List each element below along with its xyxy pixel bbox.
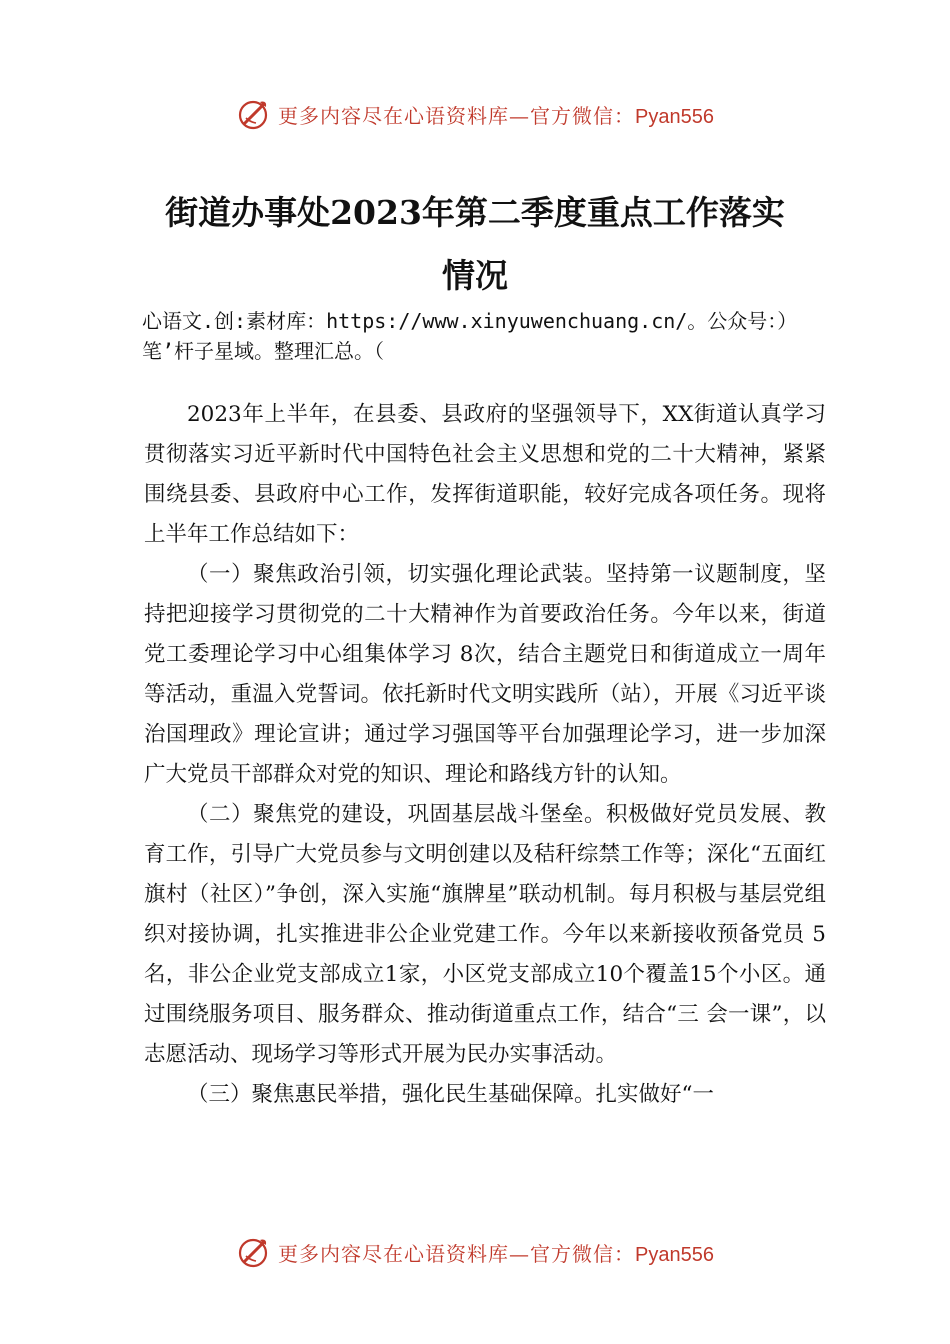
document-body: [144, 395, 826, 1115]
document-title-line1: 街道办事处2023年第二季度重点工作落实: [165, 193, 785, 232]
watermark-text: 更多内容尽在心语资料库—官方微信：Pyan556: [278, 1241, 714, 1266]
brush-pen-logo-icon: [236, 96, 272, 132]
source-note: 心语文.创:素材库：https://www.xinyuwenchuang.cn/。公众号：）笔’杆子星域。整理汇总。（: [142, 309, 798, 363]
document-title-line2: 情况: [442, 256, 508, 295]
watermark-banner-bottom: [0, 1232, 950, 1272]
brush-pen-logo-icon: [236, 1234, 272, 1270]
paragraph-intro: 2023年上半年，在县委、县政府的坚强领导下，XX街道认真学习贯彻落实习近平新时代中国特色社会主义思想和党的二十大精神，紧紧围绕县委、县政府中心工作，发挥街道职能，较好完成各项任务。现将上半年工作总结如下：: [144, 402, 826, 547]
watermark-text: 更多内容尽在心语资料库—官方微信：Pyan556: [278, 103, 714, 128]
paragraph-section-1: （一）聚焦政治引领，切实强化理论武装。坚持第一议题制度，坚持把迎接学习贯彻党的二十大精神作为首要政治任务。今年以来，街道党工委理论学习中心组集体学习 8次，结合主题党日和街道成立一周年等活动，重温入党誓词。依托新时代文明实践所（站），开展《习近平谈治国理政》理论宣讲；通过学习强国等平台加强理论学习，进一步加深广大党员干部群众对党的知识、理论和路线方针的认知。: [144, 562, 826, 787]
paragraph-section-2: （二）聚焦党的建设，巩固基层战斗堡垒。积极做好党员发展、教育工作，引导广大党员参与文明创建以及秸秆综禁工作等；深化“五面红旗村（社区）”争创，深入实施“旗牌星”联动机制。每月积极与基层党组织对接协调，扎实推进非公企业党建工作。今年以来新接收预备党员 5名，非公企业党支部成立1家，小区党支部成立10个覆盖15个小区。通过围绕服务项目、服务群众、推动街道重点工作，结合“三 会一课”，以志愿活动、现场学习等形式开展为民办实事活动。: [144, 802, 826, 1067]
watermark-banner-top: [0, 94, 950, 134]
paragraph-section-3: （三）聚焦惠民举措，强化民生基础保障。扎实做好“一: [187, 1082, 714, 1107]
